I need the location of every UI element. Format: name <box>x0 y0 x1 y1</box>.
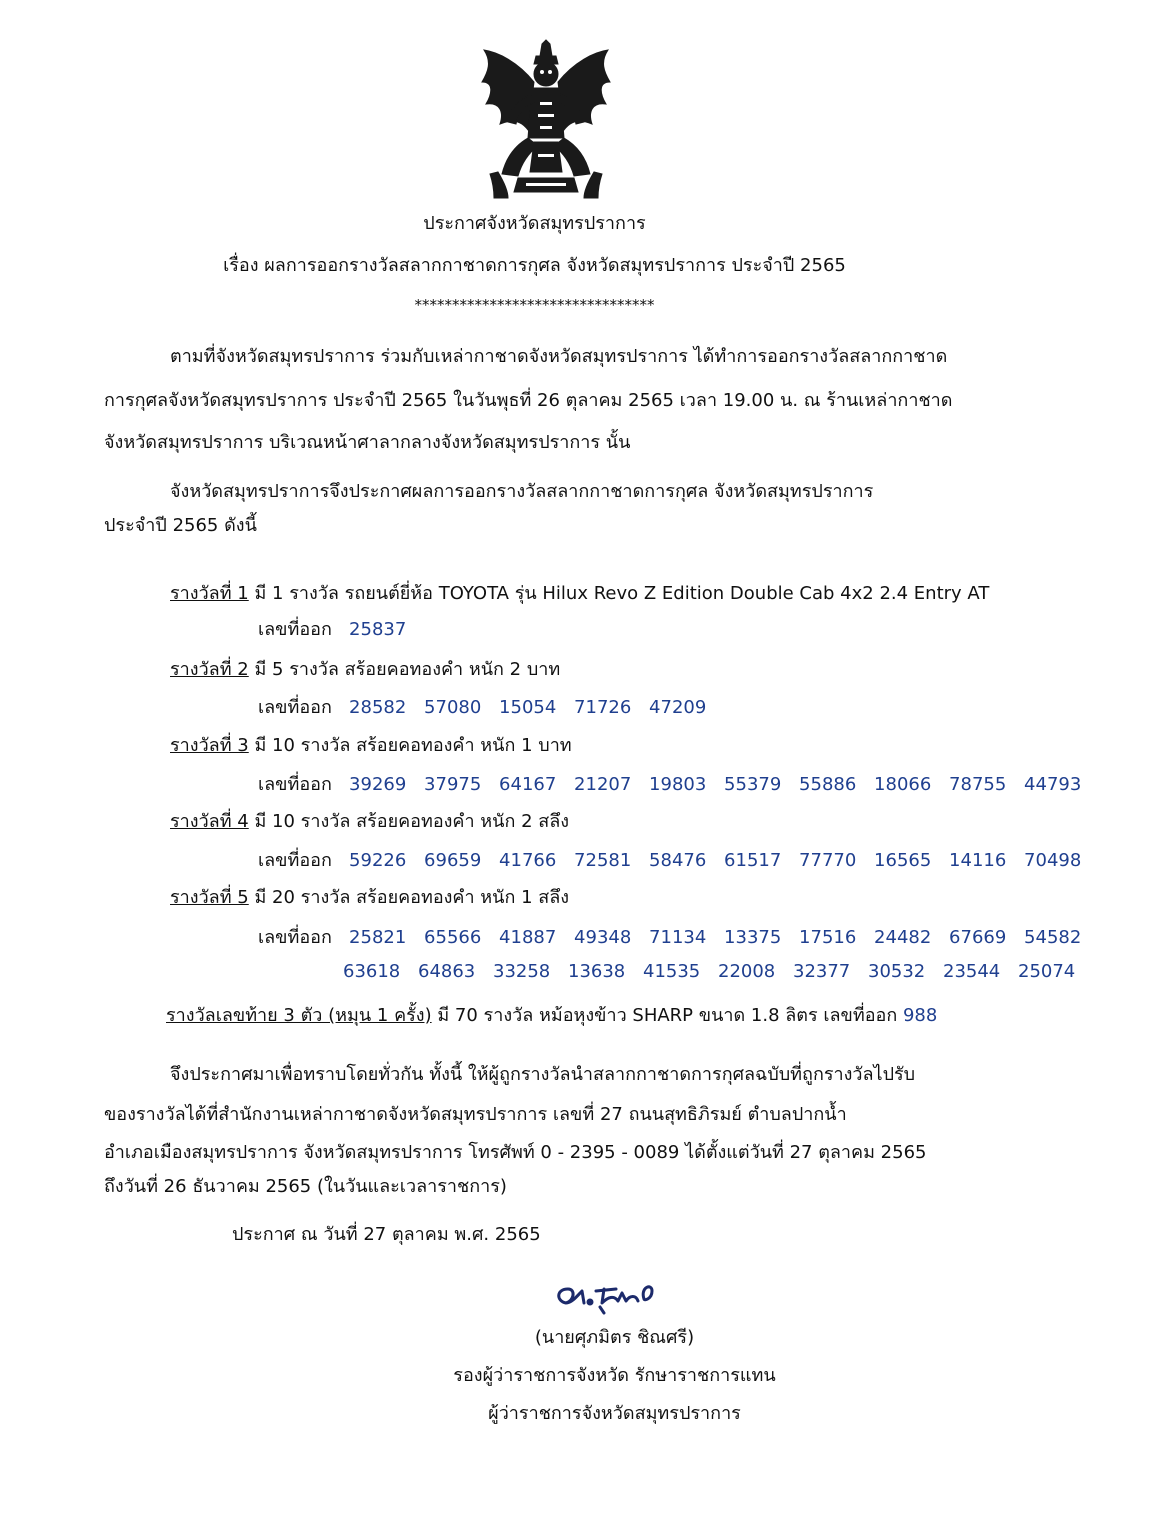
winning-number: 41766 <box>499 850 557 871</box>
intro-line-3: จังหวัดสมุทรปราการ บริเวณหน้าศาลากลางจังหวัดสมุทรปราการ นั้น <box>104 432 631 453</box>
intro-line-1: ตามที่จังหวัดสมุทรปราการ ร่วมกับเหล่ากาชาดจังหวัดสมุทรปราการ ได้ทำการออกรางวัลสลากกาชาด <box>170 346 948 367</box>
prize-3-desc: มี 10 รางวัล สร้อยคอทองคำ หนัก 1 บาท <box>248 735 572 756</box>
intro-line-5: ประจำปี 2565 ดังนี้ <box>104 515 257 536</box>
closing-line-2: ของรางวัลได้ที่สำนักงานเหล่ากาชาดจังหวัดสมุทรปราการ เลขที่ 27 ถนนสุทธิภิรมย์ ตำบลปากน้ำ <box>104 1104 847 1125</box>
prize-5-numbers-row-1 <box>258 922 1093 951</box>
winning-number: 988 <box>902 1005 938 1026</box>
winning-number: 16565 <box>874 850 932 871</box>
prize-4-title: รางวัลที่ 4 <box>170 811 249 832</box>
winning-number: 55886 <box>799 774 857 795</box>
signatory-name: (นายศุภมิตร ชิณศรี) <box>534 1327 695 1348</box>
prize-2-title: รางวัลที่ 2 <box>170 659 249 680</box>
prize-5-row <box>170 882 569 911</box>
winning-number: 25074 <box>1018 961 1076 982</box>
garuda-emblem-icon <box>478 42 614 200</box>
closing-line-3: อำเภอเมืองสมุทรปราการ จังหวัดสมุทรปราการ โทรศัพท์ 0 - 2395 - 0089 ได้ตั้งแต่วันที่ 27 ตุลาคม 2565 <box>104 1142 927 1163</box>
number-label: เลขที่ออก <box>258 774 332 795</box>
winning-number: 54582 <box>1024 927 1082 948</box>
prize-4-numbers <box>258 845 1093 874</box>
intro-line-2: การกุศลจังหวัดสมุทรปราการ ประจำปี 2565 ในวันพุธที่ 26 ตุลาคม 2565 เวลา 19.00 น. ณ ร้านเหล่ากาชาด <box>104 390 953 411</box>
winning-number: 63618 <box>343 961 401 982</box>
winning-number: 59226 <box>349 850 407 871</box>
prize-2-desc: มี 5 รางวัล สร้อยคอทองคำ หนัก 2 บาท <box>248 659 561 680</box>
winning-number: 32377 <box>793 961 851 982</box>
winning-number: 28582 <box>349 697 407 718</box>
prize-last3-row <box>166 1000 937 1029</box>
winning-number: 58476 <box>649 850 707 871</box>
prize-1-numbers <box>258 614 418 643</box>
prize-1-desc: มี 1 รางวัล รถยนต์ยี่ห้อ TOYOTA รุ่น Hilux Revo Z Edition Double Cab 4x2 2.4 Entry AT <box>248 583 990 604</box>
winning-number: 30532 <box>868 961 926 982</box>
handwritten-signature <box>552 1277 662 1315</box>
winning-number: 57080 <box>424 697 482 718</box>
winning-number: 15054 <box>499 697 557 718</box>
winning-number: 67669 <box>949 927 1007 948</box>
prize-2-numbers <box>258 692 718 721</box>
prize-5-title: รางวัลที่ 5 <box>170 887 249 908</box>
winning-number: 78755 <box>949 774 1007 795</box>
winning-number: 21207 <box>574 774 632 795</box>
number-label: เลขที่ออก <box>258 619 332 640</box>
intro-line-4: จังหวัดสมุทรปราการจึงประกาศผลการออกรางวัลสลากกาชาดการกุศล จังหวัดสมุทรปราการ <box>170 481 874 502</box>
prize-last3-title: รางวัลเลขท้าย 3 ตัว (หมุน 1 ครั้ง) <box>166 1005 432 1026</box>
signatory-position-1: รองผู้ว่าราชการจังหวัด รักษาราชการแทน <box>453 1365 776 1386</box>
winning-number: 61517 <box>724 850 782 871</box>
winning-number: 19803 <box>649 774 707 795</box>
winning-number: 24482 <box>874 927 932 948</box>
announce-date: ประกาศ ณ วันที่ 27 ตุลาคม พ.ศ. 2565 <box>232 1224 541 1245</box>
winning-number: 44793 <box>1024 774 1082 795</box>
winning-number: 49348 <box>574 927 632 948</box>
winning-number: 25821 <box>349 927 407 948</box>
separator-stars: ******************************** <box>414 296 655 314</box>
prize-1-row <box>170 578 989 607</box>
winning-number: 37975 <box>424 774 482 795</box>
winning-number: 39269 <box>349 774 407 795</box>
winning-number: 41535 <box>643 961 701 982</box>
winning-number: 72581 <box>574 850 632 871</box>
number-label: เลขที่ออก <box>258 850 332 871</box>
winning-number: 71134 <box>649 927 707 948</box>
winning-number: 47209 <box>649 697 707 718</box>
prize-last3-desc: มี 70 รางวัล หม้อหุงข้าว SHARP ขนาด 1.8 ลิตร เลขที่ออก <box>431 1005 903 1026</box>
winning-number: 13638 <box>568 961 626 982</box>
signatory-position-2: ผู้ว่าราชการจังหวัดสมุทรปราการ <box>488 1403 741 1424</box>
number-label: เลขที่ออก <box>258 927 332 948</box>
prize-5-desc: มี 20 รางวัล สร้อยคอทองคำ หนัก 1 สลึง <box>248 887 570 908</box>
winning-number: 64167 <box>499 774 557 795</box>
closing-line-4: ถึงวันที่ 26 ธันวาคม 2565 (ในวันและเวลาราชการ) <box>104 1176 507 1197</box>
winning-number: 33258 <box>493 961 551 982</box>
prize-1-title: รางวัลที่ 1 <box>170 583 249 604</box>
winning-number: 64863 <box>418 961 476 982</box>
prize-4-desc: มี 10 รางวัล สร้อยคอทองคำ หนัก 2 สลึง <box>248 811 570 832</box>
closing-line-1: จึงประกาศมาเพื่อทราบโดยทั่วกัน ทั้งนี้ ให้ผู้ถูกรางวัลนำสลากกาชาดการกุศลฉบับที่ถูกรางวัลไปรับ <box>170 1064 916 1085</box>
winning-number: 71726 <box>574 697 632 718</box>
winning-number: 55379 <box>724 774 782 795</box>
number-label: เลขที่ออก <box>258 697 332 718</box>
winning-number: 69659 <box>424 850 482 871</box>
prize-2-row <box>170 654 560 683</box>
prize-3-numbers <box>258 769 1093 798</box>
winning-number: 22008 <box>718 961 776 982</box>
prize-3-row <box>170 730 572 759</box>
winning-number: 70498 <box>1024 850 1082 871</box>
winning-number: 23544 <box>943 961 1001 982</box>
prize-5-numbers-row-2 <box>343 961 1087 982</box>
winning-number: 18066 <box>874 774 932 795</box>
winning-number: 25837 <box>349 619 407 640</box>
prize-3-title: รางวัลที่ 3 <box>170 735 249 756</box>
announcement-title: ประกาศจังหวัดสมุทรปราการ <box>423 213 646 234</box>
winning-number: 13375 <box>724 927 782 948</box>
announcement-subject: เรื่อง ผลการออกรางวัลสลากกาชาดการกุศล จังหวัดสมุทรปราการ ประจำปี 2565 <box>223 255 846 276</box>
winning-number: 14116 <box>949 850 1007 871</box>
winning-number: 77770 <box>799 850 857 871</box>
winning-number: 65566 <box>424 927 482 948</box>
winning-number: 41887 <box>499 927 557 948</box>
prize-4-row <box>170 806 569 835</box>
winning-number: 17516 <box>799 927 857 948</box>
